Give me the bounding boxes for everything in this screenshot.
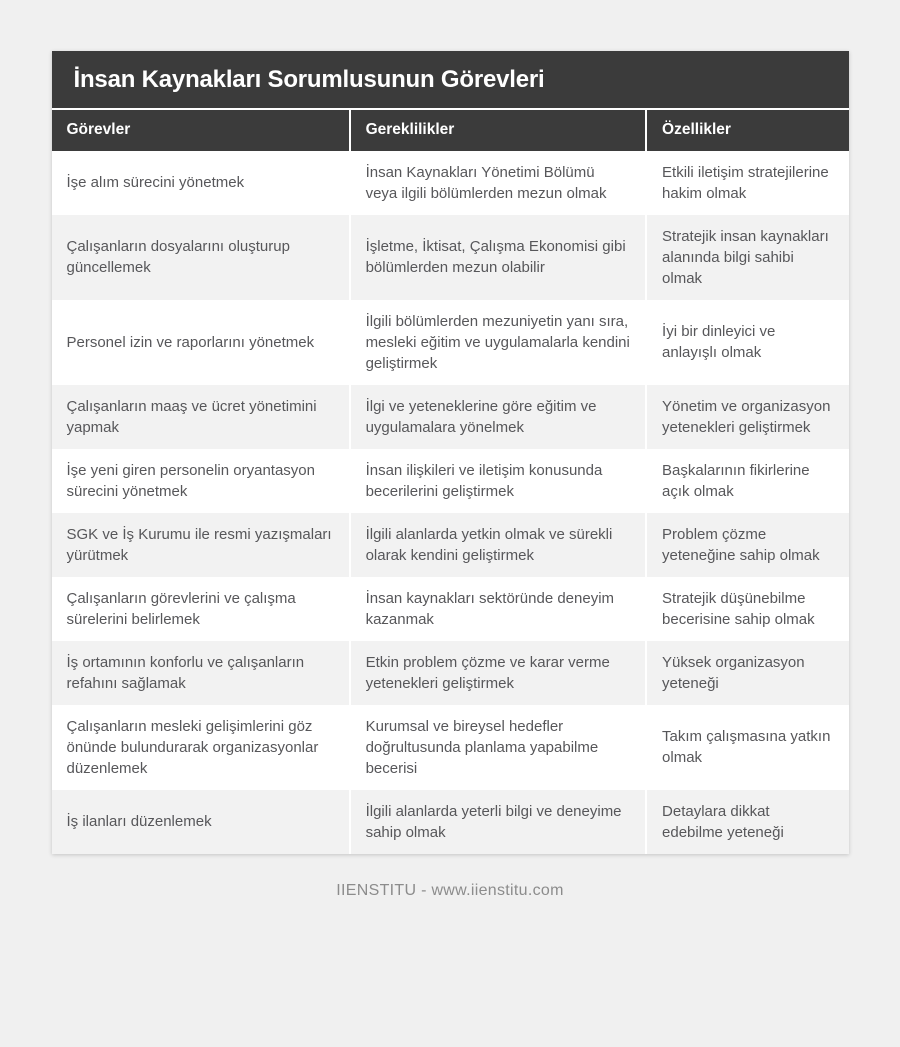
table-cell: Stratejik insan kaynakları alanında bilgi sahibi olmak xyxy=(646,215,848,300)
table-header-row xyxy=(52,109,849,151)
table-cell: İnsan kaynakları sektöründe deneyim kazanmak xyxy=(350,577,646,641)
table-row xyxy=(52,513,849,577)
table-cell: İlgili alanlarda yeterli bilgi ve deneyime sahip olmak xyxy=(350,790,646,854)
hr-duties-card xyxy=(52,51,849,854)
table-cell: İşe alım sürecini yönetmek xyxy=(52,151,350,215)
column-header-gorevler: Görevler xyxy=(52,109,350,151)
table-cell: İlgili alanlarda yetkin olmak ve sürekli olarak kendini geliştirmek xyxy=(350,513,646,577)
table-cell: Takım çalışmasına yatkın olmak xyxy=(646,705,848,790)
table-cell: İş ortamının konforlu ve çalışanların refahını sağlamak xyxy=(52,641,350,705)
table-cell: İnsan ilişkileri ve iletişim konusunda becerilerini geliştirmek xyxy=(350,449,646,513)
table-row xyxy=(52,300,849,385)
table-cell: İş ilanları düzenlemek xyxy=(52,790,350,854)
table-row xyxy=(52,215,849,300)
table-row xyxy=(52,705,849,790)
duties-table xyxy=(52,108,849,854)
table-cell: Stratejik düşünebilme becerisine sahip olmak xyxy=(646,577,848,641)
table-cell: Çalışanların görevlerini ve çalışma sürelerini belirlemek xyxy=(52,577,350,641)
table-body xyxy=(52,151,849,854)
table-cell: İşe yeni giren personelin oryantasyon sürecini yönetmek xyxy=(52,449,350,513)
table-row xyxy=(52,577,849,641)
table-cell: Etkin problem çözme ve karar verme yetenekleri geliştirmek xyxy=(350,641,646,705)
page-title: İnsan Kaynakları Sorumlusunun Görevleri xyxy=(52,51,849,108)
table-cell: Yönetim ve organizasyon yetenekleri geliştirmek xyxy=(646,385,848,449)
table-cell: Problem çözme yeteneğine sahip olmak xyxy=(646,513,848,577)
table-cell: Başkalarının fikirlerine açık olmak xyxy=(646,449,848,513)
table-cell: İlgi ve yeteneklerine göre eğitim ve uygulamalara yönelmek xyxy=(350,385,646,449)
table-cell: Çalışanların mesleki gelişimlerini göz önünde bulundurarak organizasyonlar düzenlemek xyxy=(52,705,350,790)
table-row xyxy=(52,449,849,513)
table-cell: Çalışanların maaş ve ücret yönetimini yapmak xyxy=(52,385,350,449)
footer-branding: IIENSTITU - www.iienstitu.com xyxy=(336,881,564,899)
table-cell: Yüksek organizasyon yeteneği xyxy=(646,641,848,705)
column-header-gereklilikler: Gereklilikler xyxy=(350,109,646,151)
table-cell: Çalışanların dosyalarını oluşturup güncellemek xyxy=(52,215,350,300)
table-row xyxy=(52,151,849,215)
table-row xyxy=(52,385,849,449)
table-cell: Personel izin ve raporlarını yönetmek xyxy=(52,300,350,385)
table-cell: İşletme, İktisat, Çalışma Ekonomisi gibi bölümlerden mezun olabilir xyxy=(350,215,646,300)
table-cell: İyi bir dinleyici ve anlayışlı olmak xyxy=(646,300,848,385)
table-row xyxy=(52,641,849,705)
table-cell: SGK ve İş Kurumu ile resmi yazışmaları yürütmek xyxy=(52,513,350,577)
table-cell: Detaylara dikkat edebilme yeteneği xyxy=(646,790,848,854)
column-header-ozellikler: Özellikler xyxy=(646,109,848,151)
table-cell: Etkili iletişim stratejilerine hakim olmak xyxy=(646,151,848,215)
table-cell: İnsan Kaynakları Yönetimi Bölümü veya ilgili bölümlerden mezun olmak xyxy=(350,151,646,215)
table-cell: İlgili bölümlerden mezuniyetin yanı sıra, mesleki eğitim ve uygulamalarla kendini geliştirmek xyxy=(350,300,646,385)
table-cell: Kurumsal ve bireysel hedefler doğrultusunda planlama yapabilme becerisi xyxy=(350,705,646,790)
table-row xyxy=(52,790,849,854)
